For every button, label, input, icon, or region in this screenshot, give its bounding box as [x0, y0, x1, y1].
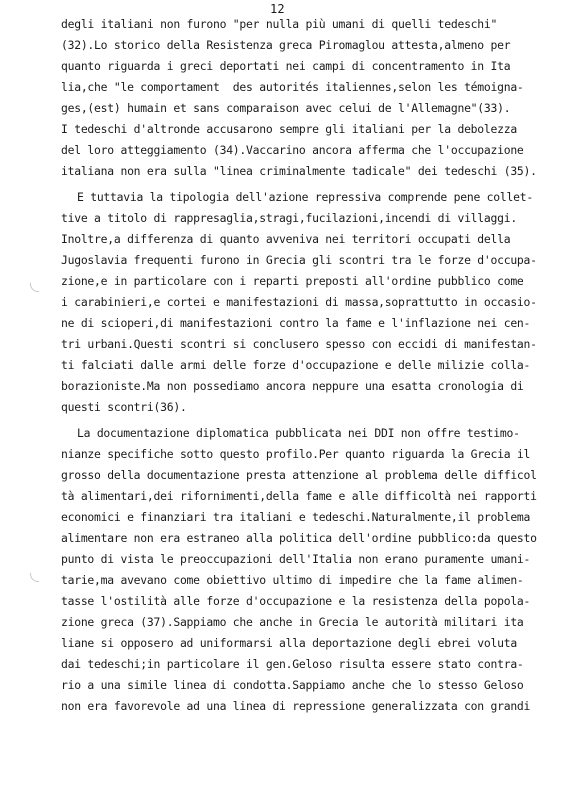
text-line: zione greca (37).Sappiamo che anche in Grecia le autorità militari ita: [61, 615, 524, 629]
text-line: liane si opposero ad uniformarsi alla deportazione degli ebrei voluta: [61, 636, 517, 650]
text-line: alimentare non era estraneo alla politica dell'ordine pubblico:da questo: [61, 531, 537, 545]
text-line: non era favorevole ad una linea di repressione generalizzata con grandi: [61, 699, 531, 713]
text-line: Inoltre,a differenza di quanto avveniva nei territori occupati della: [61, 232, 511, 246]
page-number: 12: [270, 2, 285, 16]
text-line: economici e finanziari tra italiani e tedeschi.Naturalmente,il problema: [61, 510, 531, 524]
text-line: I tedeschi d'altronde accusarono sempre gli italiani per la debolezza: [61, 122, 517, 136]
text-line: i carabinieri,e cortei e manifestazioni di massa,soprattutto in occasio-: [61, 295, 537, 309]
text-line: tri urbani.Questi scontri si conclusero spesso con eccidi di manifestan-: [61, 337, 537, 351]
text-line: quanto riguarda i greci deportati nei campi di concentramento in Ita: [61, 59, 511, 73]
text-line: questi scontri(36).: [61, 400, 187, 414]
text-line: Jugoslavia frequenti furono in Grecia gli scontri tra le forze d'occupa-: [61, 253, 537, 267]
text-line: degli italiani non furono "per nulla più umani di quelli tedeschi": [61, 17, 498, 31]
text-line: E tuttavia la tipologia dell'azione repressiva comprende pene collet-: [77, 190, 533, 204]
margin-mark: [30, 573, 39, 582]
text-line: tasse l'ostilità alle forze d'occupazione e la resistenza della popola-: [61, 594, 531, 608]
text-line: grosso della documentazione presta attenzione al problema delle difficol: [61, 468, 537, 482]
body-text: [61, 14, 551, 717]
text-line: punto di vista le preoccupazioni dell'Italia non erano puramente umani-: [61, 552, 531, 566]
text-line: La documentazione diplomatica pubblicata nei DDI non offre testimo-: [77, 426, 520, 440]
text-line: rio a una simile linea di condotta.Sappiamo anche che lo stesso Geloso: [61, 678, 524, 692]
text-line: (32).Lo storico della Resistenza greca Piromaglou attesta,almeno per: [61, 38, 511, 52]
text-line: ne di scioperi,di manifestazioni contro la fame e l'inflazione nei cen-: [61, 316, 531, 330]
text-line: tarie,ma avevano come obiettivo ultimo di impedire che la fame alimen-: [61, 573, 524, 587]
text-line: tive a titolo di rappresaglia,stragi,fucilazioni,incendi di villaggi.: [61, 211, 517, 225]
text-line: borazioniste.Ma non possediamo ancora neppure una esatta cronologia di: [61, 379, 524, 393]
text-line: zione,e in particolare con i reparti preposti all'ordine pubblico come: [61, 274, 524, 288]
text-line: del loro atteggiamento (34).Vaccarino ancora afferma che l'occupazione: [61, 143, 524, 157]
text-line: ges,(est) humain et sans comparaison avec celui de l'Allemagne"(33).: [61, 101, 511, 115]
text-line: nianze specifiche sotto questo profilo.Per quanto riguarda la Grecia il: [61, 447, 531, 461]
margin-mark: [30, 283, 39, 292]
text-line: dai tedeschi;in particolare il gen.Geloso risulta essere stato contra-: [61, 657, 524, 671]
text-line: lia,che "le comportament des autorités italiennes,selon les témoigna-: [61, 80, 524, 94]
text-line: italiana non era sulla "linea criminalmente tadicale" dei tedeschi (35).: [61, 164, 537, 178]
text-line: ti falciati dalle armi delle forze d'occupazione e delle milizie colla-: [61, 358, 531, 372]
text-line: tà alimentari,dei rifornimenti,della fame e alle difficoltà nei rapporti: [61, 489, 537, 503]
